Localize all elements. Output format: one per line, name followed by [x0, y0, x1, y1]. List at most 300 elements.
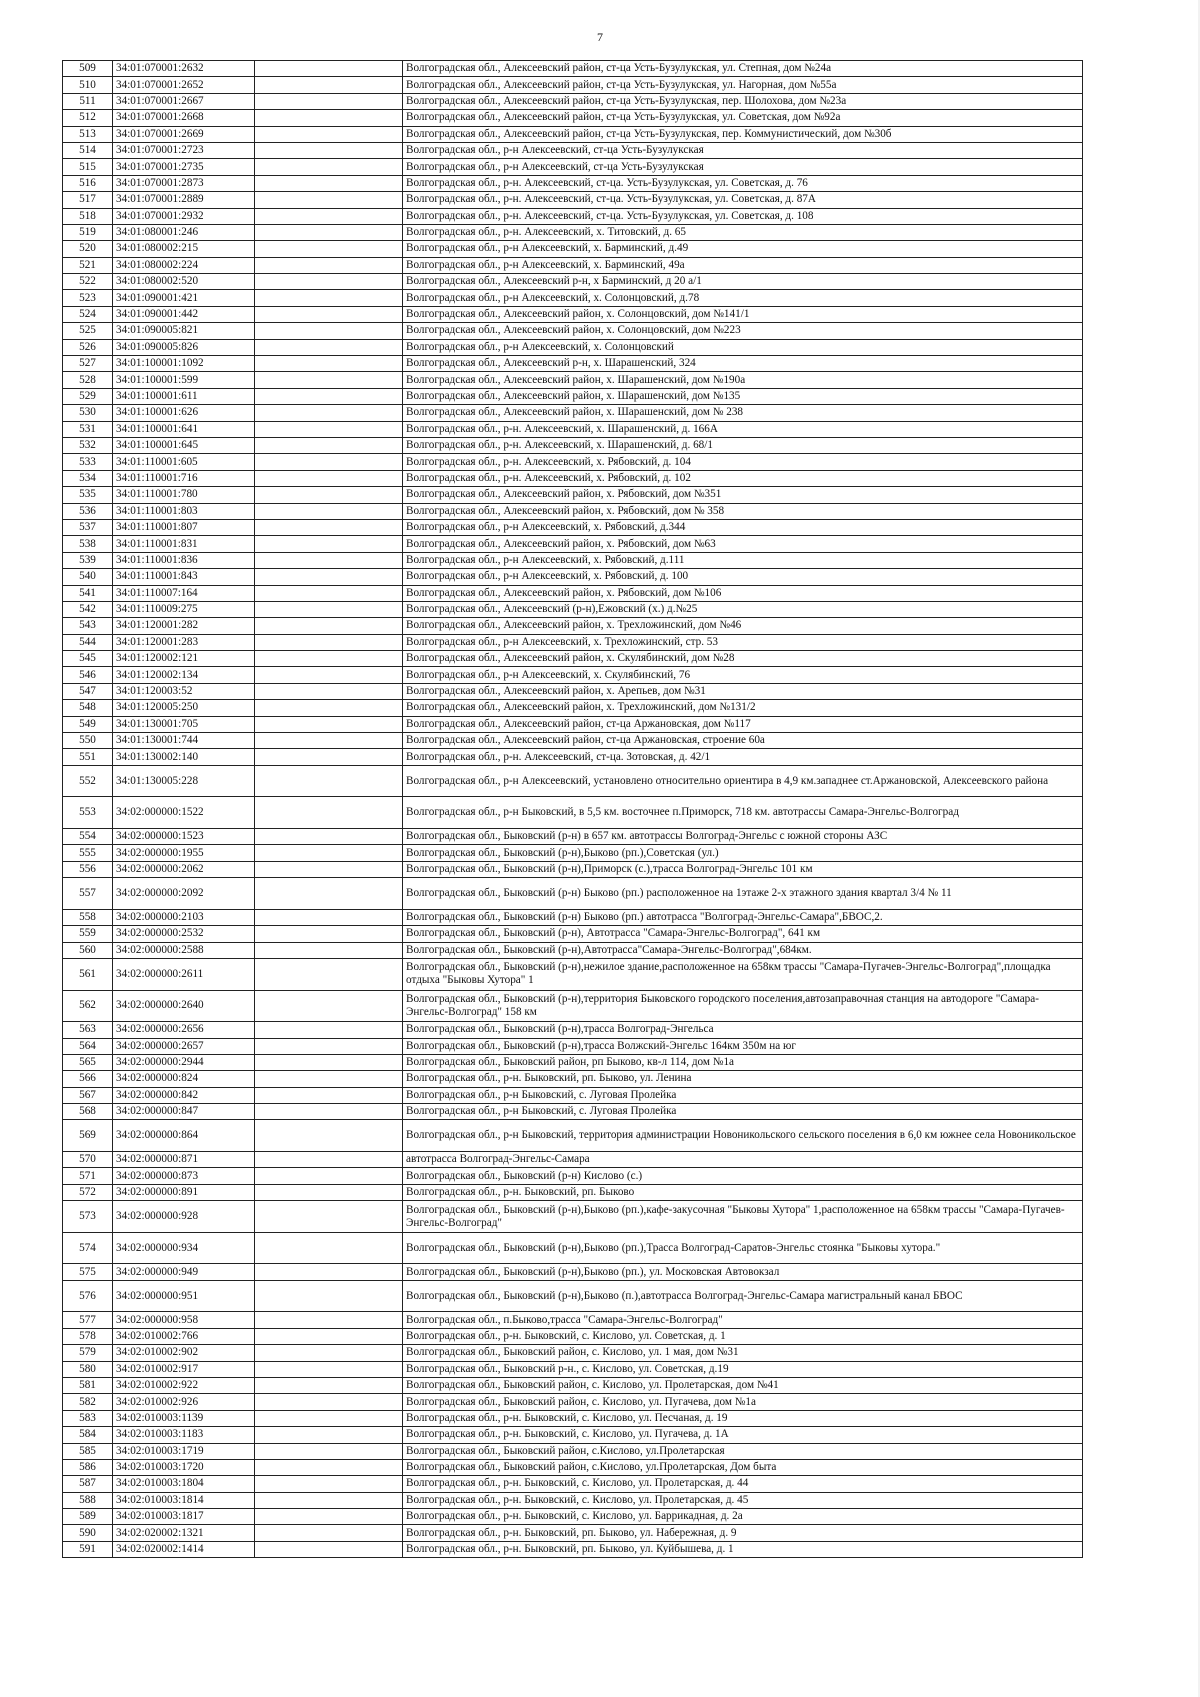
cadastral-number-cell: 34:02:020002:1414 [113, 1541, 255, 1557]
cadastral-number-cell: 34:01:120005:250 [113, 700, 255, 716]
row-number-cell: 557 [63, 878, 113, 910]
table-row [63, 1541, 1083, 1557]
address-cell: Волгоградская обл., р-н. Быковский, с. Кислово, ул. Пугачева, д. 1А [403, 1427, 1083, 1443]
address-cell: Волгоградская обл., Алексеевский р-н, х Барминский, д 20 а/1 [403, 274, 1083, 290]
row-number-cell: 531 [63, 421, 113, 437]
cadastral-number-cell: 34:01:070001:2652 [113, 77, 255, 93]
table-row [63, 765, 1083, 797]
table-row [63, 1168, 1083, 1184]
row-number-cell: 579 [63, 1345, 113, 1361]
empty-cell [255, 1152, 403, 1168]
empty-cell [255, 1361, 403, 1377]
cadastral-number-cell: 34:02:010003:1817 [113, 1509, 255, 1525]
row-number-cell: 509 [63, 61, 113, 77]
empty-cell [255, 1394, 403, 1410]
table-row [63, 861, 1083, 877]
row-number-cell: 539 [63, 552, 113, 568]
cadastral-number-cell: 34:01:110009:275 [113, 601, 255, 617]
table-row [63, 306, 1083, 322]
address-cell: Волгоградская обл., Быковский (р-н) Быково (рп.) автотрасса "Волгоград-Энгельс-Самара",БВОС,2. [403, 909, 1083, 925]
empty-cell [255, 1377, 403, 1393]
row-number-cell: 569 [63, 1120, 113, 1152]
empty-cell [255, 437, 403, 453]
cadastral-number-cell: 34:02:010002:902 [113, 1345, 255, 1361]
address-cell: Волгоградская обл., р-н Алексеевский, ст-ца Усть-Бузулукская [403, 159, 1083, 175]
address-cell: Волгоградская обл., Быковский район, с. Кислово, ул. Пугачева, дом №1а [403, 1394, 1083, 1410]
address-cell: Волгоградская обл., Быковский (р-н),Быково (рп.),Трасса Волгоград-Саратов-Энгельс стоянка "Быковы хутора." [403, 1232, 1083, 1264]
empty-cell [255, 1476, 403, 1492]
row-number-cell: 546 [63, 667, 113, 683]
row-number-cell: 554 [63, 828, 113, 844]
empty-cell [255, 1022, 403, 1038]
table-row [63, 175, 1083, 191]
address-cell: Волгоградская обл., Алексеевский район, х. Шарашенский, дом № 238 [403, 405, 1083, 421]
address-cell: Волгоградская обл., р-н. Алексеевский, х. Шарашенский, д. 68/1 [403, 437, 1083, 453]
table-row [63, 683, 1083, 699]
row-number-cell: 560 [63, 942, 113, 958]
empty-cell [255, 1525, 403, 1541]
row-number-cell: 567 [63, 1087, 113, 1103]
row-number-cell: 521 [63, 257, 113, 273]
address-cell: Волгоградская обл., р-н Алексеевский, х. Солонцовский, д.78 [403, 290, 1083, 306]
table-row [63, 93, 1083, 109]
cadastral-number-cell: 34:01:120001:283 [113, 634, 255, 650]
table-row [63, 1087, 1083, 1103]
empty-cell [255, 845, 403, 861]
address-cell: Волгоградская обл., Быковский р-н., с. Кислово, ул. Советская, д.19 [403, 1361, 1083, 1377]
row-number-cell: 530 [63, 405, 113, 421]
table-row [63, 110, 1083, 126]
cadastral-number-cell: 34:02:010003:1720 [113, 1459, 255, 1475]
address-cell: Волгоградская обл., Быковский (р-н),территория Быковского городского поселения,автозаправочная станция на автодороге "Самара-Энгельс-Волгоград" 158 км [403, 990, 1083, 1022]
empty-cell [255, 1280, 403, 1312]
table-row [63, 700, 1083, 716]
cadastral-number-cell: 34:02:000000:864 [113, 1120, 255, 1152]
empty-cell [255, 356, 403, 372]
cadastral-number-cell: 34:01:110001:780 [113, 487, 255, 503]
address-cell: Волгоградская обл., Быковский (р-н),Быково (рп.),Советская (ул.) [403, 845, 1083, 861]
cadastral-number-cell: 34:01:130001:744 [113, 733, 255, 749]
cadastral-number-cell: 34:02:000000:871 [113, 1152, 255, 1168]
table-row [63, 797, 1083, 829]
empty-cell [255, 1443, 403, 1459]
table-row [63, 749, 1083, 765]
table-row [63, 1394, 1083, 1410]
table-row [63, 878, 1083, 910]
cadastral-number-cell: 34:01:080001:246 [113, 224, 255, 240]
row-number-cell: 544 [63, 634, 113, 650]
table-row [63, 142, 1083, 158]
empty-cell [255, 552, 403, 568]
table-row [63, 290, 1083, 306]
row-number-cell: 558 [63, 909, 113, 925]
row-number-cell: 524 [63, 306, 113, 322]
cadastral-number-cell: 34:01:110001:836 [113, 552, 255, 568]
row-number-cell: 534 [63, 470, 113, 486]
address-cell: Волгоградская обл., п.Быково,трасса "Самара-Энгельс-Волгоград" [403, 1312, 1083, 1328]
empty-cell [255, 519, 403, 535]
table-row [63, 1054, 1083, 1070]
empty-cell [255, 470, 403, 486]
row-number-cell: 585 [63, 1443, 113, 1459]
cadastral-number-cell: 34:02:000000:934 [113, 1232, 255, 1264]
address-cell: Волгоградская обл., Быковский (р-н),трасса Волжский-Энгельс 164км 350м на юг [403, 1038, 1083, 1054]
row-number-cell: 542 [63, 601, 113, 617]
cadastral-number-cell: 34:02:000000:2611 [113, 958, 255, 990]
table-row [63, 1201, 1083, 1233]
empty-cell [255, 926, 403, 942]
table-row [63, 1476, 1083, 1492]
table-row [63, 1232, 1083, 1264]
empty-cell [255, 1054, 403, 1070]
row-number-cell: 575 [63, 1264, 113, 1280]
address-cell: автотрасса Волгоград-Энгельс-Самара [403, 1152, 1083, 1168]
cadastral-number-cell: 34:01:110001:831 [113, 536, 255, 552]
table-row [63, 257, 1083, 273]
address-cell: Волгоградская обл., р-н. Алексеевский, ст-ца. Усть-Бузулукская, ул. Советская, д. 87А [403, 192, 1083, 208]
empty-cell [255, 1345, 403, 1361]
address-cell: Волгоградская обл., р-н. Быковский, с. Кислово, ул. Пролетарская, д. 44 [403, 1476, 1083, 1492]
cadastral-number-cell: 34:01:100001:626 [113, 405, 255, 421]
empty-cell [255, 1509, 403, 1525]
empty-cell [255, 634, 403, 650]
table-row [63, 1509, 1083, 1525]
row-number-cell: 523 [63, 290, 113, 306]
cadastral-number-cell: 34:01:100001:641 [113, 421, 255, 437]
table-row [63, 926, 1083, 942]
empty-cell [255, 797, 403, 829]
row-number-cell: 548 [63, 700, 113, 716]
cadastral-number-cell: 34:01:070001:2667 [113, 93, 255, 109]
empty-cell [255, 585, 403, 601]
table-row [63, 1525, 1083, 1541]
row-number-cell: 515 [63, 159, 113, 175]
cadastral-number-cell: 34:01:120001:282 [113, 618, 255, 634]
row-number-cell: 573 [63, 1201, 113, 1233]
row-number-cell: 529 [63, 388, 113, 404]
cadastral-number-cell: 34:02:000000:842 [113, 1087, 255, 1103]
row-number-cell: 538 [63, 536, 113, 552]
empty-cell [255, 536, 403, 552]
table-row [63, 716, 1083, 732]
cadastral-number-cell: 34:01:110001:803 [113, 503, 255, 519]
row-number-cell: 576 [63, 1280, 113, 1312]
row-number-cell: 588 [63, 1492, 113, 1508]
cadastral-number-cell: 34:01:070001:2889 [113, 192, 255, 208]
table-row [63, 1492, 1083, 1508]
table-row [63, 1377, 1083, 1393]
cadastral-number-cell: 34:02:000000:2944 [113, 1054, 255, 1070]
row-number-cell: 516 [63, 175, 113, 191]
empty-cell [255, 1184, 403, 1200]
cadastral-number-cell: 34:02:010002:766 [113, 1328, 255, 1344]
cadastral-number-cell: 34:02:000000:891 [113, 1184, 255, 1200]
row-number-cell: 551 [63, 749, 113, 765]
row-number-cell: 525 [63, 323, 113, 339]
empty-cell [255, 990, 403, 1022]
row-number-cell: 511 [63, 93, 113, 109]
address-cell: Волгоградская обл., р-н. Быковский, с. Кислово, ул. Пролетарская, д. 45 [403, 1492, 1083, 1508]
row-number-cell: 512 [63, 110, 113, 126]
empty-cell [255, 1087, 403, 1103]
cadastral-number-cell: 34:01:070001:2932 [113, 208, 255, 224]
cadastral-number-cell: 34:01:120002:121 [113, 651, 255, 667]
address-cell: Волгоградская обл., р-н Алексеевский, х. Рябовский, д.344 [403, 519, 1083, 535]
empty-cell [255, 1071, 403, 1087]
row-number-cell: 550 [63, 733, 113, 749]
cadastral-number-cell: 34:01:090005:826 [113, 339, 255, 355]
empty-cell [255, 1201, 403, 1233]
row-number-cell: 543 [63, 618, 113, 634]
empty-cell [255, 1038, 403, 1054]
address-cell: Волгоградская обл., р-н. Быковский, с. Кислово, ул. Советская, д. 1 [403, 1328, 1083, 1344]
cadastral-number-cell: 34:01:090001:421 [113, 290, 255, 306]
address-cell: Волгоградская обл., Быковский (р-н),Автотрасса"Самара-Энгельс-Волгоград",684км. [403, 942, 1083, 958]
address-cell: Волгоградская обл., Быковский (р-н) Кислово (с.) [403, 1168, 1083, 1184]
cadastral-number-cell: 34:01:080002:215 [113, 241, 255, 257]
row-number-cell: 578 [63, 1328, 113, 1344]
cadastral-number-cell: 34:01:080002:520 [113, 274, 255, 290]
empty-cell [255, 142, 403, 158]
table-row [63, 405, 1083, 421]
cadastral-number-cell: 34:02:010003:1139 [113, 1410, 255, 1426]
address-cell: Волгоградская обл., р-н Алексеевский, х. Барминский, д.49 [403, 241, 1083, 257]
cadastral-number-cell: 34:02:010002:922 [113, 1377, 255, 1393]
table-row [63, 388, 1083, 404]
table-body [63, 61, 1083, 1558]
row-number-cell: 559 [63, 926, 113, 942]
address-cell: Волгоградская обл., Алексеевский район, ст-ца Усть-Бузулукская, ул. Степная, дом №24а [403, 61, 1083, 77]
empty-cell [255, 1232, 403, 1264]
table-row [63, 634, 1083, 650]
row-number-cell: 555 [63, 845, 113, 861]
row-number-cell: 522 [63, 274, 113, 290]
empty-cell [255, 257, 403, 273]
cadastral-number-cell: 34:02:000000:1522 [113, 797, 255, 829]
table-row [63, 1184, 1083, 1200]
row-number-cell: 566 [63, 1071, 113, 1087]
row-number-cell: 519 [63, 224, 113, 240]
table-row [63, 585, 1083, 601]
cadastral-number-cell: 34:02:000000:824 [113, 1071, 255, 1087]
empty-cell [255, 224, 403, 240]
address-cell: Волгоградская обл., Быковский район, с. Кислово, ул. 1 мая, дом №31 [403, 1345, 1083, 1361]
table-row [63, 274, 1083, 290]
address-cell: Волгоградская обл., р-н. Быковский, рп. Быково, ул. Ленина [403, 1071, 1083, 1087]
address-cell: Волгоградская обл., Алексеевский район, ст-ца Усть-Бузулукская, ул. Нагорная, дом №55а [403, 77, 1083, 93]
table-row [63, 552, 1083, 568]
empty-cell [255, 339, 403, 355]
table-row [63, 733, 1083, 749]
cadastral-number-cell: 34:01:130002:140 [113, 749, 255, 765]
table-row [63, 1345, 1083, 1361]
cadastral-number-cell: 34:01:110001:605 [113, 454, 255, 470]
row-number-cell: 552 [63, 765, 113, 797]
row-number-cell: 583 [63, 1410, 113, 1426]
table-row [63, 1038, 1083, 1054]
address-cell: Волгоградская обл., Быковский (р-н),Приморск (с.),трасса Волгоград-Энгельс 101 км [403, 861, 1083, 877]
row-number-cell: 565 [63, 1054, 113, 1070]
cadastral-number-cell: 34:02:000000:2656 [113, 1022, 255, 1038]
cadastral-number-cell: 34:02:020002:1321 [113, 1525, 255, 1541]
table-row [63, 339, 1083, 355]
table-row [63, 159, 1083, 175]
row-number-cell: 556 [63, 861, 113, 877]
page-number: 7 [597, 30, 603, 44]
empty-cell [255, 733, 403, 749]
address-cell: Волгоградская обл., р-н. Алексеевский, ст-ца. Усть-Бузулукская, ул. Советская, д. 76 [403, 175, 1083, 191]
empty-cell [255, 1427, 403, 1443]
cadastral-number-cell: 34:01:120003:52 [113, 683, 255, 699]
address-cell: Волгоградская обл., Алексеевский район, х. Рябовский, дом №106 [403, 585, 1083, 601]
empty-cell [255, 942, 403, 958]
address-cell: Волгоградская обл., р-н Алексеевский, установлено относительно ориентира в 4,9 км.западнее ст.Аржановской, Алексеевского района [403, 765, 1083, 797]
table-row [63, 1104, 1083, 1120]
cadastral-number-cell: 34:01:090001:442 [113, 306, 255, 322]
row-number-cell: 564 [63, 1038, 113, 1054]
address-cell: Волгоградская обл., Алексеевский район, ст-ца Аржановская, дом №117 [403, 716, 1083, 732]
row-number-cell: 572 [63, 1184, 113, 1200]
empty-cell [255, 651, 403, 667]
table-row [63, 1152, 1083, 1168]
table-row [63, 1459, 1083, 1475]
table-row [63, 208, 1083, 224]
cadastral-number-cell: 34:02:000000:2062 [113, 861, 255, 877]
cadastral-number-cell: 34:02:000000:873 [113, 1168, 255, 1184]
empty-cell [255, 290, 403, 306]
address-cell: Волгоградская обл., Быковский район, с.Кислово, ул.Пролетарская, Дом быта [403, 1459, 1083, 1475]
empty-cell [255, 683, 403, 699]
table-row [63, 356, 1083, 372]
empty-cell [255, 159, 403, 175]
row-number-cell: 568 [63, 1104, 113, 1120]
cadastral-number-cell: 34:01:100001:645 [113, 437, 255, 453]
cadastral-number-cell: 34:01:110007:164 [113, 585, 255, 601]
table-row [63, 1071, 1083, 1087]
row-number-cell: 586 [63, 1459, 113, 1475]
address-cell: Волгоградская обл., р-н Алексеевский, х. Барминский, 49а [403, 257, 1083, 273]
address-cell: Волгоградская обл., Алексеевский район, х. Шарашенский, дом №135 [403, 388, 1083, 404]
table-row [63, 1264, 1083, 1280]
address-cell: Волгоградская обл., р-н Алексеевский, х. Солонцовский [403, 339, 1083, 355]
row-number-cell: 526 [63, 339, 113, 355]
address-cell: Волгоградская обл., Быковский (р-н),Быково (рп.),кафе-закусочная "Быковы Хутора" 1,расположенное на 658км трассы "Самара-Пугачев-Энгельс-Волгоград" [403, 1201, 1083, 1233]
table-row [63, 845, 1083, 861]
cadastral-number-cell: 34:01:070001:2632 [113, 61, 255, 77]
cadastral-number-cell: 34:01:100001:1092 [113, 356, 255, 372]
row-number-cell: 532 [63, 437, 113, 453]
empty-cell [255, 749, 403, 765]
address-cell: Волгоградская обл., Алексеевский район, х. Солонцовский, дом №223 [403, 323, 1083, 339]
row-number-cell: 540 [63, 569, 113, 585]
empty-cell [255, 765, 403, 797]
empty-cell [255, 1492, 403, 1508]
address-cell: Волгоградская обл., р-н. Быковский, с. Кислово, ул. Баррикадная, д. 2а [403, 1509, 1083, 1525]
empty-cell [255, 405, 403, 421]
empty-cell [255, 192, 403, 208]
empty-cell [255, 1264, 403, 1280]
table-row [63, 601, 1083, 617]
cadastral-number-cell: 34:02:000000:2532 [113, 926, 255, 942]
row-number-cell: 533 [63, 454, 113, 470]
empty-cell [255, 110, 403, 126]
cadastral-number-cell: 34:02:000000:958 [113, 1312, 255, 1328]
row-number-cell: 562 [63, 990, 113, 1022]
address-cell: Волгоградская обл., р-н Быковский, с. Луговая Пролейка [403, 1087, 1083, 1103]
row-number-cell: 528 [63, 372, 113, 388]
table-row [63, 1312, 1083, 1328]
cadastral-number-cell: 34:01:080002:224 [113, 257, 255, 273]
table-row [63, 536, 1083, 552]
address-cell: Волгоградская обл., р-н Алексеевский, х. Трехложинский, стр. 53 [403, 634, 1083, 650]
row-number-cell: 545 [63, 651, 113, 667]
row-number-cell: 571 [63, 1168, 113, 1184]
address-cell: Волгоградская обл., Алексеевский район, х. Скулябинский, дом №28 [403, 651, 1083, 667]
address-cell: Волгоградская обл., Алексеевский район, х. Рябовский, дом № 358 [403, 503, 1083, 519]
table-row [63, 503, 1083, 519]
cadastral-number-cell: 34:02:000000:847 [113, 1104, 255, 1120]
row-number-cell: 520 [63, 241, 113, 257]
row-number-cell: 561 [63, 958, 113, 990]
table-row [63, 618, 1083, 634]
address-cell: Волгоградская обл., Алексеевский район, ст-ца Усть-Бузулукская, ул. Советская, дом №92а [403, 110, 1083, 126]
row-number-cell: 517 [63, 192, 113, 208]
address-cell: Волгоградская обл., Алексеевский район, ст-ца Усть-Бузулукская, пер. Коммунистический, дом №30б [403, 126, 1083, 142]
empty-cell [255, 175, 403, 191]
empty-cell [255, 700, 403, 716]
address-cell: Волгоградская обл., р-н Алексеевский, х. Скулябинский, 76 [403, 667, 1083, 683]
cadastral-number-cell: 34:01:100001:599 [113, 372, 255, 388]
table-row [63, 1328, 1083, 1344]
address-cell: Волгоградская обл., р-н Алексеевский, х. Рябовский, д. 100 [403, 569, 1083, 585]
table-row [63, 454, 1083, 470]
empty-cell [255, 861, 403, 877]
address-cell: Волгоградская обл., р-н. Алексеевский, ст-ца. Зотовская, д. 42/1 [403, 749, 1083, 765]
empty-cell [255, 618, 403, 634]
table-row [63, 77, 1083, 93]
table-row [63, 487, 1083, 503]
address-cell: Волгоградская обл., р-н Алексеевский, х. Рябовский, д.111 [403, 552, 1083, 568]
address-cell: Волгоградская обл., р-н. Быковский, рп. Быково [403, 1184, 1083, 1200]
empty-cell [255, 1168, 403, 1184]
address-cell: Волгоградская обл., Быковский (р-н),Быково (п.),автотрасса Волгоград-Энгельс-Самара магистральный канал БВОС [403, 1280, 1083, 1312]
row-number-cell: 537 [63, 519, 113, 535]
empty-cell [255, 323, 403, 339]
empty-cell [255, 1328, 403, 1344]
table-row [63, 909, 1083, 925]
table-row [63, 224, 1083, 240]
address-cell: Волгоградская обл., Алексеевский (р-н),Ежовский (х.) д.№25 [403, 601, 1083, 617]
empty-cell [255, 487, 403, 503]
cadastral-number-cell: 34:01:100001:611 [113, 388, 255, 404]
cadastral-number-cell: 34:02:010002:926 [113, 1394, 255, 1410]
row-number-cell: 547 [63, 683, 113, 699]
row-number-cell: 535 [63, 487, 113, 503]
row-number-cell: 580 [63, 1361, 113, 1377]
empty-cell [255, 828, 403, 844]
cadastral-number-cell: 34:02:000000:1523 [113, 828, 255, 844]
row-number-cell: 536 [63, 503, 113, 519]
cadastral-number-cell: 34:01:070001:2735 [113, 159, 255, 175]
address-cell: Волгоградская обл., р-н Быковский, с. Луговая Пролейка [403, 1104, 1083, 1120]
address-cell: Волгоградская обл., Быковский (р-н), Автотрасса "Самара-Энгельс-Волгоград", 641 км [403, 926, 1083, 942]
cadastral-number-cell: 34:01:070001:2669 [113, 126, 255, 142]
row-number-cell: 591 [63, 1541, 113, 1557]
row-number-cell: 570 [63, 1152, 113, 1168]
address-cell: Волгоградская обл., р-н Быковский, территория администрации Новоникольского сельского поселения в 6,0 км южнее села Новоникольское [403, 1120, 1083, 1152]
address-cell: Волгоградская обл., Быковский (р-н) в 657 км. автотрассы Волгоград-Энгельс с южной стороны АЗС [403, 828, 1083, 844]
address-cell: Волгоградская обл., р-н. Алексеевский, х. Рябовский, д. 102 [403, 470, 1083, 486]
